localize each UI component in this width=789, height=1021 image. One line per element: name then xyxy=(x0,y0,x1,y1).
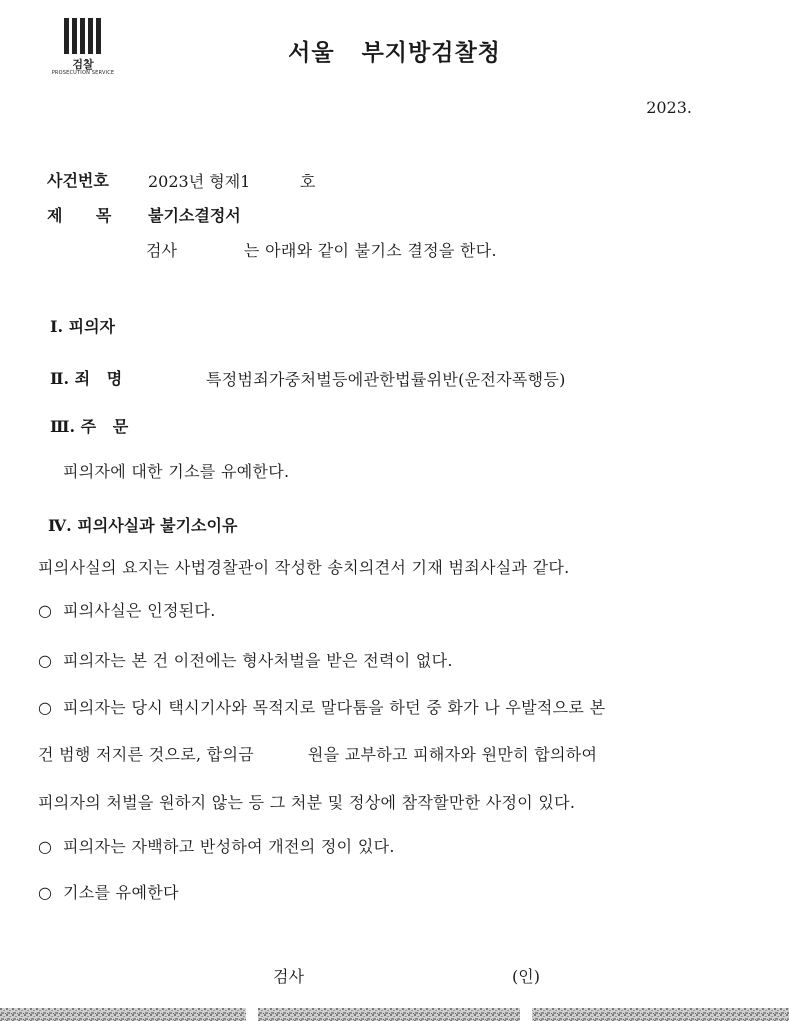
case-number-value: 2023년 형제1 xyxy=(148,172,251,191)
scan-noise-strip xyxy=(0,1008,789,1021)
section-3-title: Ⅲ. 주 문 xyxy=(50,417,129,436)
section-3-text: 피의자에 대한 기소를 유예한다. xyxy=(63,462,290,481)
subject-value: 불기소결정서 xyxy=(148,206,241,225)
section-4-line: ○ 피의자는 자백하고 반성하여 개전의 정이 있다. xyxy=(38,837,395,856)
intro-text: 는 아래와 같이 불기소 결정을 한다. xyxy=(244,241,497,260)
subject-label: 제 목 xyxy=(47,206,112,225)
logo-text-kr: 검찰 xyxy=(72,58,94,71)
case-number-label: 사건번호 xyxy=(47,171,109,190)
section-4-line: ○ 피의사실은 인정된다. xyxy=(38,601,216,620)
logo-text-en: PROSECUTION SERVICE xyxy=(51,70,115,76)
section-4-line: ○ 기소를 유예한다 xyxy=(38,883,179,902)
case-number-suffix: 호 xyxy=(300,172,316,191)
document-date: 2023. xyxy=(646,98,692,117)
intro-prefix: 검사 xyxy=(146,241,177,260)
section-4-line: 피의자의 처벌을 원하지 않는 등 그 처분 및 정상에 참작할만한 사정이 있다. xyxy=(38,793,576,812)
signer-label: 검사 xyxy=(273,967,304,986)
document-title: 서울 부지방검찰청 xyxy=(288,40,501,66)
section-4-line: 건 범행 저지른 것으로, 합의금 원을 교부하고 피해자와 원만히 합의하여 xyxy=(38,745,598,764)
section-2-text: 특정범죄가중처벌등에관한법률위반(운전자폭행등) xyxy=(206,370,566,389)
section-4-line: 피의사실의 요지는 사법경찰관이 작성한 송치의견서 기재 범죄사실과 같다. xyxy=(38,558,570,577)
section-4-line: ○ 피의자는 당시 택시기사와 목적지로 말다툼을 하던 중 화가 나 우발적으로 본 xyxy=(38,698,606,717)
section-2-title: Ⅱ. 죄 명 xyxy=(50,369,123,388)
section-4-title: Ⅳ. 피의사실과 불기소이유 xyxy=(48,516,238,535)
seal-mark: (인) xyxy=(512,967,540,986)
section-4-line: ○ 피의자는 본 건 이전에는 형사처벌을 받은 전력이 없다. xyxy=(38,651,453,670)
section-1-title: Ⅰ. 피의자 xyxy=(50,317,115,336)
